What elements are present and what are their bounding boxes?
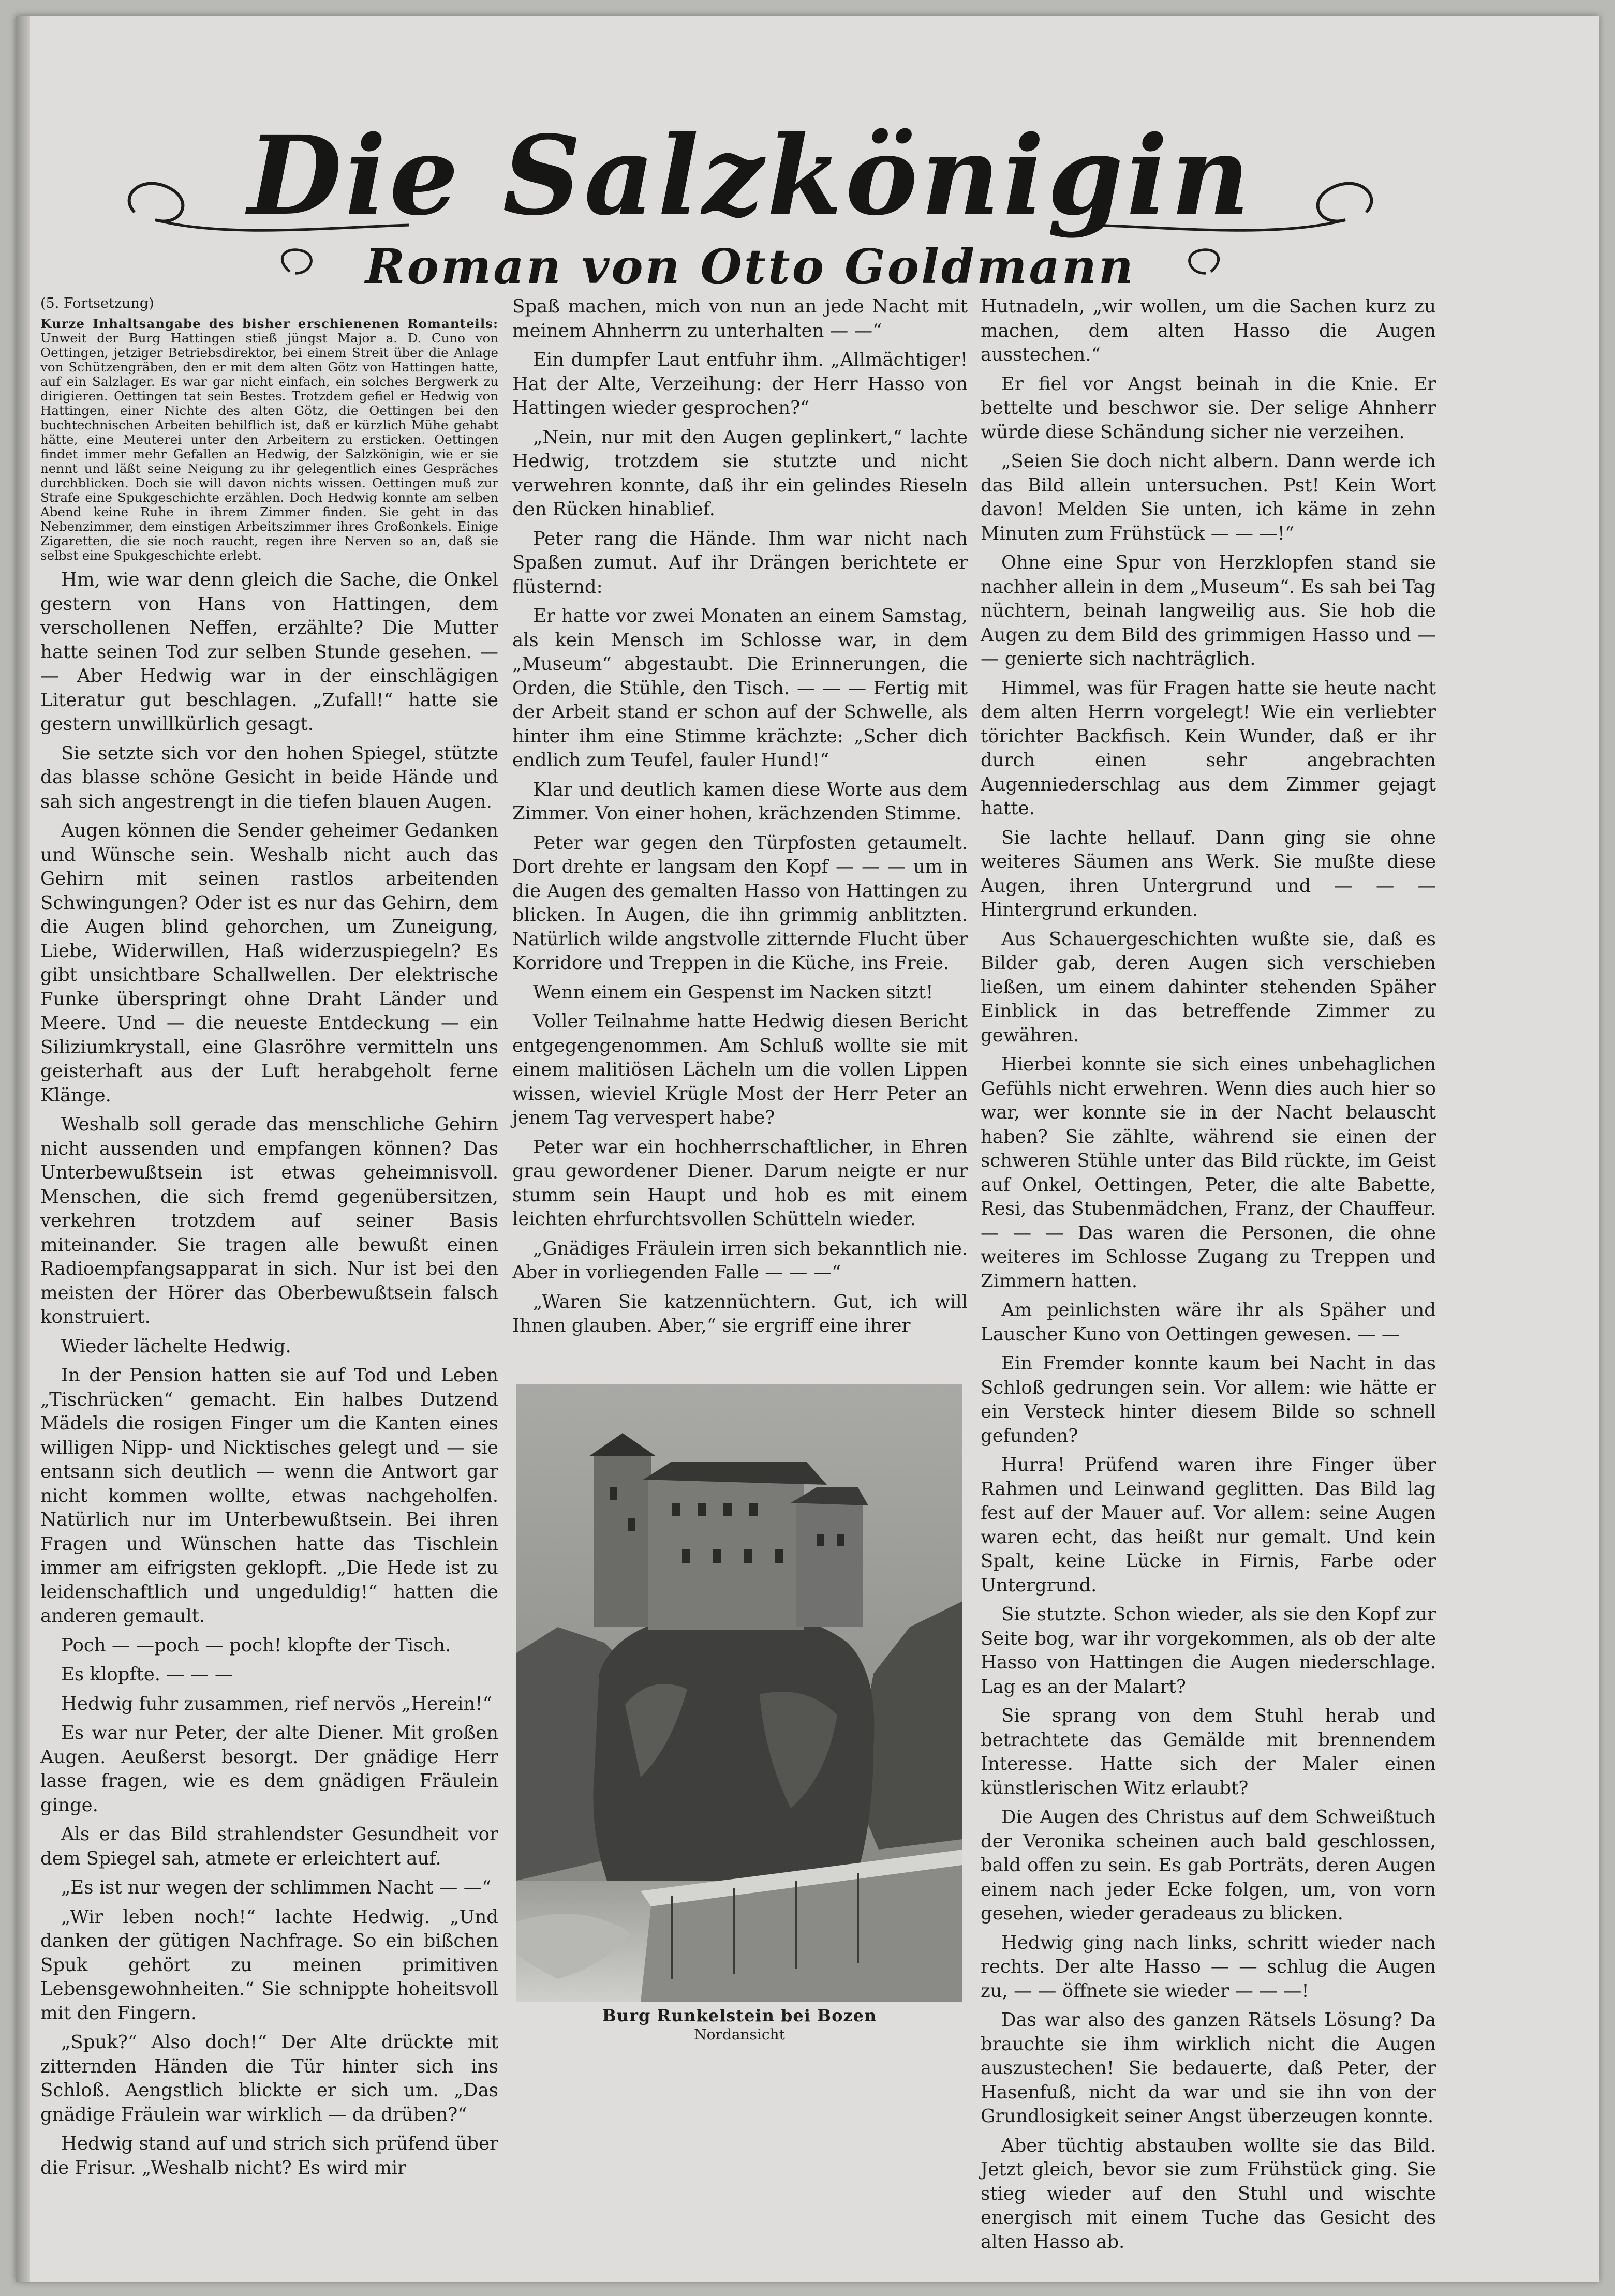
paragraph: Hm, wie war denn gleich die Sache, die Onkel gestern von Hans von Hattingen, dem verschollenen Neffen, erzählte? Die Mutter hatte seinen Tod zur selben Stunde gesehen. — — Aber Hedwig war in der einschlägigen Literatur gut beschlagen. „Zufall!“ hatte sie gestern unwillkürlich gesagt. xyxy=(40,569,498,735)
page-binding-edge xyxy=(16,16,30,2282)
paragraph: Wieder lächelte Hedwig. xyxy=(61,1335,291,1357)
paragraph: Peter war gegen den Türpfosten getaumelt. Dort drehte er langsam den Kopf — — — um in die Augen des gemalten Hasso von Hattingen zu blicken. In Augen, die ihn grimmig anblitzten. Natürlich wilde angstvolle zitternde Flucht über Korridore und Treppen in die Küche, ins Freie. xyxy=(512,832,968,974)
paragraph: „Es ist nur wegen der schlimmen Nacht — —“ xyxy=(61,1877,492,1898)
continuation-note: (5. Fortsetzung) xyxy=(40,295,154,311)
paragraph: Wenn einem ein Gespenst im Nacken sitzt! xyxy=(533,981,934,1003)
paragraph: Am peinlichsten wäre ihr als Späher und Lauscher Kuno von Oettingen gewesen. — — xyxy=(981,1300,1436,1345)
summary-heading: Kurze Inhaltsangabe des bisher erschienenen Romanteils: xyxy=(40,316,498,331)
paragraph: Weshalb soll gerade das menschliche Gehirn nicht aussenden und empfangen können? Das Unterbewußtsein ist etwas geheimnisvoll. Menschen, die sich fremd gegenübersitzen, verkehren trotzdem auf seiner Basis miteinander. Sie tragen alle bewußt einen Radioempfangsapparat in sich. Nur ist bei den meisten der Hörer das Oberbewußtsein falsch konstruiert. xyxy=(40,1114,498,1328)
paragraph: „Nein, nur mit den Augen geplinkert,“ lachte Hedwig, trotzdem sie stutzte und nicht verwehren konnte, daß ihr ein gelindes Rieseln den Rücken hinablief. xyxy=(512,426,968,520)
story-summary xyxy=(40,317,498,563)
paragraph: Als er das Bild strahlendster Gesundheit vor dem Spiegel sah, atmete er erleichtert auf. xyxy=(40,1824,498,1869)
paragraph: Spaß machen, mich von nun an jede Nacht mit meinem Ahnherrn zu unterhalten — —“ xyxy=(512,296,968,341)
text-column-3 xyxy=(981,295,1436,2259)
paragraph: Aus Schauergeschichten wußte sie, daß es Bilder gab, deren Augen sich verschieben ließen, um einem dahinter stehenden Späher Einblick in das betreffende Zimmer zu gewähren. xyxy=(981,928,1436,1046)
article-title: Die Salzkönigin xyxy=(247,112,1253,240)
paragraph: Er hatte vor zwei Monaten an einem Samstag, als kein Mensch im Schlosse war, in dem „Museum“ abgestaubt. Die Erinnerungen, die Orden, die Stühle, den Tisch. — — — Fertig mit der Arbeit stand er schon auf der Schwelle, als hinter ihm eine Stimme krächzte: „Scher dich endlich zum Teufel, fauler Hund!“ xyxy=(512,605,968,771)
paragraph: Peter war ein hochherrschaftlicher, in Ehren grau gewordener Diener. Darum neigte er nur stumm sein Haupt und hob es mit einem leichten ehrfurchtsvollen Schütteln wieder. xyxy=(512,1136,968,1230)
article-subtitle: Roman von Otto Goldmann xyxy=(365,238,1135,294)
column-1-body xyxy=(40,568,498,2180)
paragraph: Himmel, was für Fragen hatte sie heute nacht dem alten Herrn vorgelegt! Wie ein verliebter törichter Backfisch. Kein Wunder, daß er ihr durch einen sehr angebrachten Augenniederschlag aus dem Zimmer gejagt hatte. xyxy=(981,677,1436,819)
paragraph: Voller Teilnahme hatte Hedwig diesen Bericht entgegengenommen. Am Schluß wollte sie mit einem malitiösen Lächeln um die vollen Lippen wissen, wieviel Krügle Most der Herr Peter an jenem Tag vervespert habe? xyxy=(512,1011,968,1128)
paragraph: In der Pension hatten sie auf Tod und Leben „Tischrücken“ gemacht. Ein halbes Dutzend Mädels die rosigen Finger um die Kanten eines willigen Nipp- und Nicktisches gelegt und — sie entsann sich deutlich — wenn die Antwort gar nicht kommen wollte, etwas nachgeholfen. Natürlich nur im Unterbewußtsein. Bei ihren Fragen und Wünschen hatte das Tischlein immer am eifrigsten geklopft. „Die Hede ist zu leidenschaftlich und ungeduldig!“ hatten die anderen gemault. xyxy=(40,1365,498,1627)
paragraph: Sie setzte sich vor den hohen Spiegel, stützte das blasse schöne Gesicht in beide Hände und sah sich angestrengt in die tiefen blauen Augen. xyxy=(40,742,498,812)
paragraph: „Wir leben noch!“ lachte Hedwig. „Und danken der gütigen Nachfrage. So ein bißchen Spuk gehört zu meinen primitiven Lebensgewohnheiten.“ Sie schnippte hoheitsvoll mit den Fingern. xyxy=(40,1906,498,2024)
photo-caption: Burg Runkelstein bei Bozen xyxy=(602,2006,877,2025)
paragraph: Sie sprang von dem Stuhl herab und betrachtete das Gemälde mit brennendem Interesse. Hatte sich der Maler einen künstlerischen Witz erlaubt? xyxy=(981,1705,1436,1799)
paragraph: Ohne eine Spur von Herzklopfen stand sie nachher allein in dem „Museum“. Es sah bei Tag nüchtern, beinah langweilig aus. Sie hob die Augen zu dem Bild des grimmigen Hasso und — — genierte sich nachträglich. xyxy=(981,552,1436,669)
paragraph: Es klopfte. — — — xyxy=(61,1664,233,1685)
column-2-body xyxy=(512,295,968,1338)
paragraph: „Gnädiges Fräulein irren sich bekanntlich nie. Aber in vorliegenden Falle — — —“ xyxy=(512,1238,968,1283)
paragraph: Hedwig ging nach links, schritt wieder nach rechts. Der alte Hasso — — schlug die Augen zu, — — öffnete sie wieder — — —! xyxy=(981,1932,1436,2002)
paragraph: „Spuk?“ Also doch!“ Der Alte drückte mit zitternden Händen die Tür hinter sich ins Schloß. Aengstlich blickte er sich um. „Das gnädige Fräulein war wirklich — da drüben?“ xyxy=(40,2032,498,2125)
paragraph: Das war also des ganzen Rätsels Lösung? Da brauchte sie ihm wirklich nicht die Augen auszustechen! Sie bedauerte, daß Peter, der Hasenfuß, nicht da war und sie ihn von der Grundlosigkeit seiner Angst überzeugen konnte. xyxy=(981,2009,1436,2127)
paragraph: Augen können die Sender geheimer Gedanken und Wünsche sein. Weshalb nicht auch das Gehirn mit seinen rastlos arbeitenden Schwingungen? Oder ist es nur das Gehirn, dem die Augen blind gehorchen, um Zuneigung, Liebe, Widerwillen, Haß widerzuspiegeln? Es gibt unsichtbare Schallwellen. Der elektrische Funke überspringt ohne Draht Länder und Meere. Und — die neueste Entdeckung — ein Siliziumkrystall, eine Glasröhre vermitteln uns geisterhaft aus der Luft herabgeholt ferne Klänge. xyxy=(40,820,498,1106)
summary-text: Unweit der Burg Hattingen stieß jüngst Major a. D. Cuno von Oettingen, jetziger Betriebsdirektor, bei einem Streit über die Anlage von Schützengräben, den er mit dem alten Götz von Hattingen hatte, auf ein Salzlager. Es war gar nicht einfach, ein solches Bergwerk zu dirigieren. Oettingen tat sein Bestes. Trotzdem gefiel er Hedwig von Hattingen, einer Nichte des alten Götz, die Oettingen bei den buchtechnischen Arbeiten behilflich ist, daß er kürzlich Mühe gehabt hätte, eine Meuterei unter den Arbeitern zu ersticken. Oettingen findet immer mehr Gefallen an Hedwig, der Salzkönigin, wie er sie nennt und läßt seine Neigung zu ihr gelegentlich eines Gespräches durchblicken. Doch sie will davon nichts wissen. Oettingen muß zur Strafe eine Spukgeschichte erzählen. Doch Hedwig konnte am selben Abend keine Ruhe in ihrem Zimmer finden. Sie geht in das Nebenzimmer, dem einstigen Arbeitszimmer ihres Großonkels. Einige Zigaretten, die sie noch raucht, regen ihre Nerven so an, daß sie selbst eine Spukgeschichte erlebt. xyxy=(40,331,498,563)
paragraph: Ein Fremder konnte kaum bei Nacht in das Schloß gedrungen sein. Vor allem: wie hätte er ein Versteck hinter diesem Bilde so schnell gefunden? xyxy=(981,1353,1436,1447)
paragraph: Peter rang die Hände. Ihm war nicht nach Spaßen zumut. Auf ihr Drängen berichtete er flüsternd: xyxy=(512,528,968,598)
paragraph: Sie stutzte. Schon wieder, als sie den Kopf zur Seite bog, war ihr vorgekommen, als ob der alte Hasso von Hattingen die Augen niederschlage. Lag es an der Malart? xyxy=(981,1604,1436,1697)
paragraph: Es war nur Peter, der alte Diener. Mit großen Augen. Aeußerst besorgt. Der gnädige Herr lasse fragen, wie es dem gnädigen Fräulein ginge. xyxy=(40,1722,498,1816)
paragraph: Hutnadeln, „wir wollen, um die Sachen kurz zu machen, dem alten Hasso die Augen ausstechen.“ xyxy=(981,296,1436,365)
paragraph: Er fiel vor Angst beinah in die Knie. Er bettelte und beschwor sie. Der selige Ahnherr würde diese Schändung sicher nie verzeihen. xyxy=(981,373,1436,443)
text-column-1 xyxy=(40,295,498,2185)
paragraph: Hurra! Prüfend waren ihre Finger über Rahmen und Leinwand geglitten. Das Bild lag fest auf der Mauer auf. Vor allem: seine Augen waren echt, das heißt nur gemalt. Und kein Spalt, keine Lücke in Firnis, Farbe oder Untergrund. xyxy=(981,1454,1436,1596)
text-column-2 xyxy=(512,295,968,1344)
paragraph: Hedwig fuhr zusammen, rief nervös „Herein!“ xyxy=(61,1693,492,1714)
castle-photo xyxy=(516,1384,962,2002)
photo-figure xyxy=(516,1384,962,2041)
paragraph: Ein dumpfer Laut entfuhr ihm. „Allmächtiger! Hat der Alte, Verzeihung: der Herr Hasso von Hattingen wieder gesprochen?“ xyxy=(512,349,968,419)
paragraph: Hedwig stand auf und strich sich prüfend über die Frisur. „Weshalb nicht? Es wird mir xyxy=(40,2133,498,2179)
paragraph: „Waren Sie katzennüchtern. Gut, ich will Ihnen glauben. Aber,“ sie ergriff eine ihrer xyxy=(512,1291,968,1336)
paragraph: Aber tüchtig abstauben wollte sie das Bild. Jetzt gleich, bevor sie zum Frühstück ging. Sie stieg wieder auf den Stuhl und wischte energisch mit einem Tuche das Gesicht des alten Hasso ab. xyxy=(981,2135,1436,2253)
magazine-page xyxy=(16,16,1599,2282)
paragraph: Klar und deutlich kamen diese Worte aus dem Zimmer. Von einer hohen, krächzenden Stimme. xyxy=(512,779,968,824)
paragraph: Sie lachte hellauf. Dann ging sie ohne weiteres Säumen ans Werk. Sie mußte diese Augen, ihren Untergrund und — — — Hintergrund erkunden. xyxy=(981,827,1436,920)
paragraph: „Seien Sie doch nicht albern. Dann werde ich das Bild allein untersuchen. Pst! Kein Wort davon! Melden Sie unten, ich käme in zehn Minuten zum Frühstück — — —!“ xyxy=(981,451,1436,544)
paragraph: Poch — —poch — poch! klopfte der Tisch. xyxy=(61,1634,451,1656)
column-3-body xyxy=(981,295,1436,2254)
paragraph: Die Augen des Christus auf dem Schweißtuch der Veronika scheinen auch bald geschlossen, bald offen zu sein. Es gab Porträts, deren Augen einem nach jeder Ecke folgen, um, von vorn gesehen, wieder geradeaus zu blicken. xyxy=(981,1807,1436,1924)
paragraph: Hierbei konnte sie sich eines unbehaglichen Gefühls nicht erwehren. Wenn dies auch hier so war, wer konnte sie in der Nacht belauscht haben? Sie zählte, während sie einen der schweren Stühle unter das Bild rückte, im Geist auf Onkel, Oettingen, Peter, die alte Babette, Resi, das Stubenmädchen, Franz, der Chauffeur. — — — Das waren die Personen, die ohne weiteres im Schlosse Zugang zu Treppen und Zimmern hatten. xyxy=(981,1054,1436,1292)
article-header xyxy=(119,109,1382,294)
photo-subcaption: Nordansicht xyxy=(694,2026,785,2043)
